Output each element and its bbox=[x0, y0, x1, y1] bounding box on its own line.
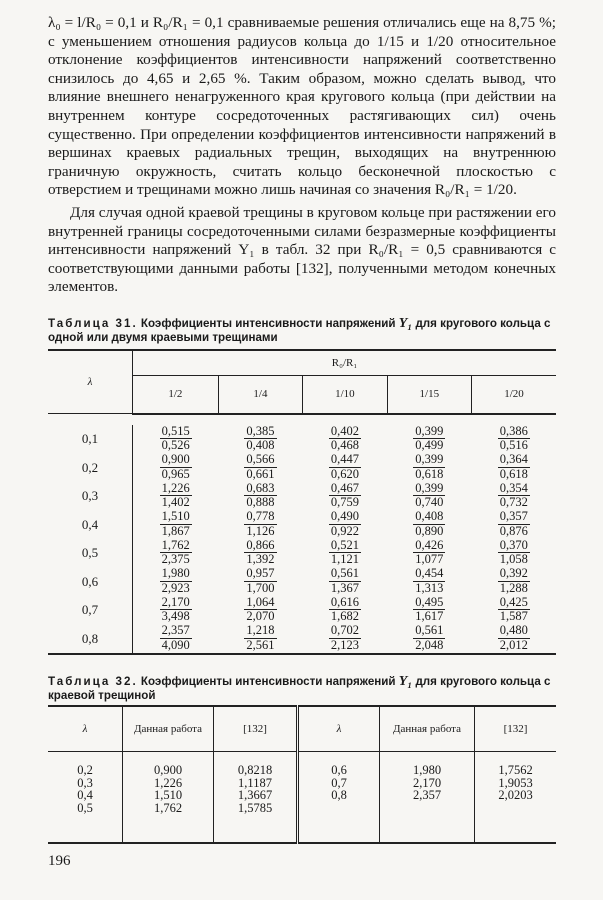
cell-numerator: 0,354 bbox=[499, 480, 528, 495]
table31-cell bbox=[472, 482, 556, 511]
cell-numerator: 0,399 bbox=[415, 452, 444, 467]
table31-cell bbox=[218, 425, 302, 454]
cell-numerator: 0,521 bbox=[330, 537, 359, 552]
cell-numerator: 0,357 bbox=[499, 509, 528, 524]
page-content bbox=[48, 14, 556, 844]
cell-numerator: 0,386 bbox=[499, 423, 528, 438]
cell-numerator: 0,447 bbox=[330, 452, 359, 467]
table31-cell bbox=[133, 567, 219, 596]
table31-cell bbox=[133, 624, 219, 654]
cell-denominator: 0,888 bbox=[246, 495, 275, 510]
table32-ref-header-right: [132] bbox=[475, 706, 557, 752]
table31-column-header: 1/4 bbox=[218, 375, 302, 414]
cell-numerator: 0,454 bbox=[415, 566, 444, 581]
table31-cell bbox=[303, 567, 387, 596]
cell-numerator: 0,490 bbox=[330, 509, 359, 524]
cell-numerator: 0,495 bbox=[415, 594, 444, 609]
table32-value: 0,3 bbox=[77, 775, 93, 790]
cell-numerator: 0,561 bbox=[415, 623, 444, 638]
table32-value: 0,900 bbox=[153, 762, 183, 777]
table31-symbol: Y₁ bbox=[398, 315, 413, 331]
table32-value: 0,4 bbox=[77, 788, 93, 803]
cell-numerator: 0,426 bbox=[415, 537, 444, 552]
table32 bbox=[48, 705, 556, 844]
table31-cell bbox=[472, 453, 556, 482]
cell-denominator: 4,090 bbox=[161, 637, 190, 652]
table31-column-header: 1/2 bbox=[133, 375, 219, 414]
cell-denominator: 0,661 bbox=[246, 466, 275, 481]
table32-lambda-left bbox=[48, 751, 123, 843]
table31-cell bbox=[218, 567, 302, 596]
table31-cell bbox=[133, 453, 219, 482]
table31-cell bbox=[218, 596, 302, 625]
cell-denominator: 2,123 bbox=[330, 637, 359, 652]
table32-lambda-header-right: λ bbox=[298, 706, 380, 752]
table31-title: Коэффициенты интенсивности напряжений bbox=[140, 316, 396, 330]
cell-denominator: 1,700 bbox=[246, 580, 275, 595]
table31-cell bbox=[472, 510, 556, 539]
cell-denominator: 1,587 bbox=[499, 609, 528, 624]
table31-lambda-value: 0,7 bbox=[48, 596, 133, 625]
table31-cell bbox=[472, 624, 556, 654]
table31-cell bbox=[133, 539, 219, 568]
table31-column-header: 1/15 bbox=[387, 375, 471, 414]
table31-cell bbox=[303, 425, 387, 454]
table32-this-work-left bbox=[123, 751, 214, 843]
cell-denominator: 0,618 bbox=[499, 466, 528, 481]
cell-numerator: 0,566 bbox=[246, 452, 275, 467]
table31-column-header: 1/20 bbox=[472, 375, 556, 414]
table31-cell bbox=[133, 482, 219, 511]
table32-title: Коэффициенты интенсивности напряжений bbox=[140, 674, 396, 688]
cell-denominator: 0,740 bbox=[415, 495, 444, 510]
table32-caption bbox=[48, 675, 556, 703]
cell-numerator: 1,980 bbox=[161, 566, 190, 581]
table-row bbox=[48, 596, 556, 625]
cell-numerator: 1,226 bbox=[161, 480, 190, 495]
table32-ref-right bbox=[475, 751, 557, 843]
page-number: 196 bbox=[48, 853, 71, 869]
table31-lambda-value: 0,3 bbox=[48, 482, 133, 511]
cell-denominator: 1,402 bbox=[161, 495, 190, 510]
table31-cell bbox=[303, 539, 387, 568]
table31-column-header: 1/10 bbox=[303, 375, 387, 414]
cell-numerator: 0,370 bbox=[499, 537, 528, 552]
cell-numerator: 0,957 bbox=[246, 566, 275, 581]
table32-value: 2,0203 bbox=[498, 788, 533, 803]
cell-denominator: 0,618 bbox=[415, 466, 444, 481]
table31-cell bbox=[218, 482, 302, 511]
cell-denominator: 1,367 bbox=[330, 580, 359, 595]
table31-cell bbox=[133, 510, 219, 539]
table31-cell bbox=[133, 425, 219, 454]
table31-cell bbox=[387, 596, 471, 625]
table32-this-work-header-right: Данная работа bbox=[380, 706, 475, 752]
paragraph-2: Для случая одной краевой трещины в круговом кольце при растяжении его внутренней границы сосредоточенными силами безразмерные коэффициенты интенсивности напряжений Y₁ в табл. 32 при R₀/R₁ = 0,5 сравниваются с соответствующими данными работы [132], полученными методом конечных элементов. bbox=[48, 203, 556, 296]
cell-denominator: 1,617 bbox=[415, 609, 444, 624]
table31-cell bbox=[133, 596, 219, 625]
cell-denominator: 1,288 bbox=[499, 580, 528, 595]
table-row bbox=[48, 482, 556, 511]
table31-cell bbox=[218, 510, 302, 539]
table31-group-header: R₀/R₁ bbox=[133, 350, 557, 376]
cell-denominator: 0,732 bbox=[499, 495, 528, 510]
table31-cell bbox=[303, 482, 387, 511]
table-row bbox=[48, 624, 556, 654]
table32-value: 0,8 bbox=[331, 788, 347, 803]
table32-value: 1,510 bbox=[153, 788, 183, 803]
table32-value: 1,980 bbox=[412, 762, 442, 777]
cell-denominator: 2,070 bbox=[246, 609, 275, 624]
cell-denominator: 1,682 bbox=[330, 609, 359, 624]
cell-denominator: 1,392 bbox=[246, 552, 275, 567]
cell-denominator: 0,408 bbox=[246, 438, 275, 453]
cell-denominator: 0,468 bbox=[330, 438, 359, 453]
table31-cell bbox=[387, 539, 471, 568]
table32-value: 0,8218 bbox=[237, 762, 273, 777]
table31-cell bbox=[387, 482, 471, 511]
table31-label: Таблица 31. bbox=[48, 316, 138, 330]
cell-denominator: 1,077 bbox=[415, 552, 444, 567]
cell-numerator: 0,702 bbox=[330, 623, 359, 638]
cell-denominator: 0,965 bbox=[161, 466, 190, 481]
cell-denominator: 3,498 bbox=[161, 609, 190, 624]
table31-lambda-value: 0,6 bbox=[48, 567, 133, 596]
table32-lambda-right bbox=[298, 751, 380, 843]
table32-this-work-header-left: Данная работа bbox=[123, 706, 214, 752]
table32-this-work-right bbox=[380, 751, 475, 843]
table31-cell bbox=[303, 596, 387, 625]
cell-denominator: 0,759 bbox=[330, 495, 359, 510]
cell-numerator: 1,064 bbox=[246, 594, 275, 609]
table31-lambda-value: 0,5 bbox=[48, 539, 133, 568]
cell-numerator: 0,561 bbox=[330, 566, 359, 581]
table31-cell bbox=[218, 624, 302, 654]
table32-ref-left bbox=[214, 751, 298, 843]
table31-cell bbox=[218, 539, 302, 568]
table31-cell bbox=[472, 596, 556, 625]
cell-denominator: 1,313 bbox=[415, 580, 444, 595]
table31-cell bbox=[387, 425, 471, 454]
cell-numerator: 0,385 bbox=[246, 423, 275, 438]
cell-numerator: 2,170 bbox=[161, 594, 190, 609]
cell-numerator: 2,357 bbox=[161, 623, 190, 638]
cell-numerator: 0,616 bbox=[330, 594, 359, 609]
cell-denominator: 0,890 bbox=[415, 523, 444, 538]
table-row bbox=[48, 539, 556, 568]
table-row bbox=[48, 510, 556, 539]
cell-denominator: 0,922 bbox=[330, 523, 359, 538]
table32-value: 2,357 bbox=[412, 788, 442, 803]
table32-value: 1,762 bbox=[153, 800, 183, 815]
cell-numerator: 0,408 bbox=[415, 509, 444, 524]
cell-numerator: 0,392 bbox=[499, 566, 528, 581]
cell-numerator: 0,467 bbox=[330, 480, 359, 495]
cell-denominator: 2,048 bbox=[415, 637, 444, 652]
cell-denominator: 1,126 bbox=[246, 523, 275, 538]
table32-value: 1,7562 bbox=[498, 762, 533, 777]
cell-numerator: 0,778 bbox=[246, 509, 275, 524]
cell-denominator: 2,012 bbox=[499, 637, 528, 652]
table32-value: 1,226 bbox=[153, 775, 183, 790]
table32-value: 0,7 bbox=[331, 775, 347, 790]
table31 bbox=[48, 349, 556, 655]
cell-denominator: 0,499 bbox=[415, 438, 444, 453]
cell-denominator: 0,620 bbox=[330, 466, 359, 481]
table31-cell bbox=[387, 453, 471, 482]
table-row bbox=[48, 425, 556, 454]
table31-title-rest: для кругового кольца с одной или двумя краевыми трещинами bbox=[48, 316, 551, 344]
table32-value: 0,2 bbox=[77, 762, 93, 777]
cell-numerator: 1,218 bbox=[246, 623, 275, 638]
cell-denominator: 2,923 bbox=[161, 580, 190, 595]
table31-lambda-value: 0,1 bbox=[48, 425, 133, 454]
table32-ref-header-left: [132] bbox=[214, 706, 298, 752]
table31-cell bbox=[387, 510, 471, 539]
table31-cell bbox=[303, 510, 387, 539]
table31-cell bbox=[303, 624, 387, 654]
table32-label: Таблица 32. bbox=[48, 674, 138, 688]
table31-cell bbox=[387, 567, 471, 596]
cell-denominator: 0,516 bbox=[499, 438, 528, 453]
table31-cell bbox=[303, 453, 387, 482]
table31-cell bbox=[218, 453, 302, 482]
table31-cell bbox=[472, 539, 556, 568]
table32-value: 1,3667 bbox=[237, 788, 273, 803]
cell-numerator: 0,425 bbox=[499, 594, 528, 609]
cell-numerator: 1,762 bbox=[161, 537, 190, 552]
table32-value: 2,170 bbox=[412, 775, 442, 790]
table-row bbox=[48, 453, 556, 482]
table32-symbol: Y₁ bbox=[398, 673, 413, 689]
cell-denominator: 0,876 bbox=[499, 523, 528, 538]
cell-denominator: 2,375 bbox=[161, 552, 190, 567]
table31-cell bbox=[472, 567, 556, 596]
cell-denominator: 0,526 bbox=[161, 438, 190, 453]
table32-value: 1,9053 bbox=[498, 775, 533, 790]
cell-numerator: 0,480 bbox=[499, 623, 528, 638]
cell-numerator: 0,866 bbox=[246, 537, 275, 552]
cell-numerator: 0,515 bbox=[161, 423, 190, 438]
table31-lambda-value: 0,4 bbox=[48, 510, 133, 539]
table32-value: 0,5 bbox=[77, 800, 93, 815]
table32-title-rest: для кругового кольца с краевой трещиной bbox=[48, 674, 551, 702]
cell-denominator: 1,121 bbox=[330, 552, 359, 567]
cell-numerator: 1,510 bbox=[161, 509, 190, 524]
table32-value: 1,5785 bbox=[237, 800, 273, 815]
cell-denominator: 2,561 bbox=[246, 637, 275, 652]
cell-numerator: 0,399 bbox=[415, 480, 444, 495]
table31-lambda-header: λ bbox=[48, 350, 133, 414]
cell-numerator: 0,399 bbox=[415, 423, 444, 438]
cell-denominator: 1,058 bbox=[499, 552, 528, 567]
table31-cell bbox=[472, 425, 556, 454]
table31-cell bbox=[387, 624, 471, 654]
table31-caption bbox=[48, 317, 556, 345]
cell-numerator: 0,364 bbox=[499, 452, 528, 467]
cell-denominator: 1,867 bbox=[161, 523, 190, 538]
table32-lambda-header-left: λ bbox=[48, 706, 123, 752]
table31-lambda-value: 0,8 bbox=[48, 624, 133, 654]
cell-numerator: 0,402 bbox=[330, 423, 359, 438]
cell-numerator: 0,900 bbox=[161, 452, 190, 467]
table-row bbox=[48, 567, 556, 596]
table32-value: 1,1187 bbox=[238, 775, 272, 790]
cell-numerator: 0,683 bbox=[246, 480, 275, 495]
paragraph-1: λ₀ = l/R₀ = 0,1 и R₀/R₁ = 0,1 сравниваемые решения отличались еще на 8,75 %; с уменьшением отношения радиусов кольца до 1/15 и 1/20 относительное отклонение коэффициентов интенсивности напряжений соответственно снизилось до 4,65 и 2,65 %. Таким образом, можно сделать вывод, что влияние внешнего ненагруженного края кругового кольца (при действии на внутреннем контуре сосредоточенных растягивающих сил) очень существенно. При определении коэффициентов интенсивности напряжений в вершинах краевых радиальных трещин, выходящих на внутреннюю граничную окружность, считать кольцо бесконечной плоскостью с отверстием и трещинами можно лишь начиная со значения R₀/R₁ = 1/20. bbox=[48, 14, 556, 199]
table31-lambda-value: 0,2 bbox=[48, 453, 133, 482]
table32-value: 0,6 bbox=[331, 762, 347, 777]
